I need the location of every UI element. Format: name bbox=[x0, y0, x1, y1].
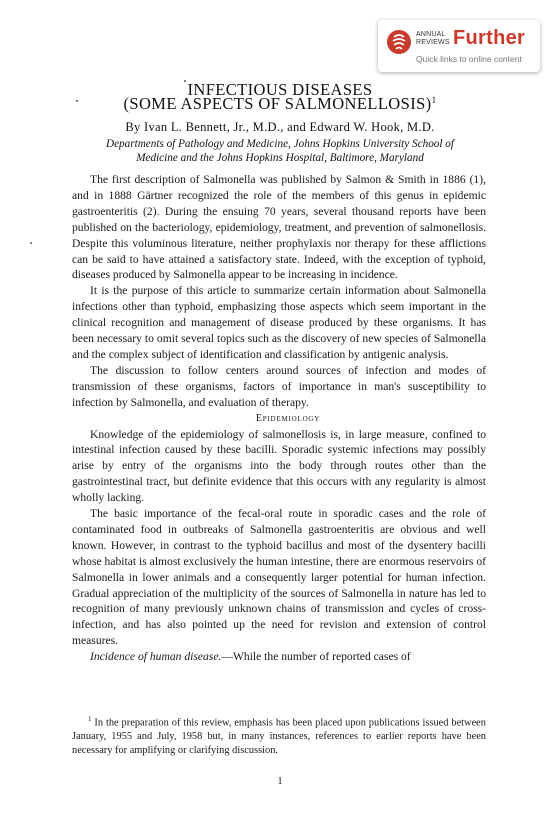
brand-line-1: ANNUAL bbox=[416, 31, 446, 38]
intro-paragraph-2: It is the purpose of this article to summarize certain information about Salmonella infections other than typhoid, emphasizing those aspects which seem important in the clinical recognition and management of disease produced by these organisms. It has been necessary to omit several topics such as the discovery of new species of Salmonella and the complex subject of identification and classification by antigenic analysis. bbox=[72, 284, 486, 361]
quick-links-label: Quick links to online content bbox=[416, 54, 522, 64]
page-number: 1 bbox=[277, 776, 283, 787]
scan-speck bbox=[30, 242, 32, 244]
article-title-line-1: INFECTIOUS DISEASES bbox=[187, 80, 373, 99]
incidence-paragraph bbox=[72, 649, 486, 665]
article-authors: By Ivan L. Bennett, Jr., M.D., and Edward W. Hook, M.D. bbox=[125, 120, 435, 134]
annual-reviews-logo-icon bbox=[387, 30, 411, 54]
section-heading-epidemiology: Epidemiology bbox=[255, 412, 321, 424]
epidemiology-paragraph-2: The basic importance of the fecal-oral route in sporadic cases and the role of contaminated food in outbreaks of Salmonella gastroenteritis are obvious and well known. However, in contrast to the typhoid bacillus and most of the dysentery bacilli whose habitat is almost exclusively the human intestine, there are enormous reservoirs of Salmonella in lower animals and a consequently larger potential for human infection. Gradual appreciation of the multiplicity of the sources of Salmonella in nature has led to recognition of many previously unknown chains of transmission and cycles of cross-infection, and has also pointed up the need for revision and extension of control measures. bbox=[72, 507, 486, 648]
footnote-text: In the preparation of this review, emphasis has been placed upon publications issued between January, 1955 and July, 1958 but, in many instances, references to earlier reports have been necessary for amplifying or clarifying discussion. bbox=[72, 717, 486, 757]
article-title-line-2 bbox=[0, 94, 560, 114]
affiliation-line-1: Departments of Pathology and Medicine, Johns Hopkins University School of bbox=[106, 138, 454, 150]
brand-line-2: REVIEWS bbox=[416, 39, 450, 46]
subsection-label: Incidence of human disease. bbox=[90, 650, 222, 664]
footnote-marker: 1 bbox=[88, 715, 92, 723]
article-title-line-2-text: (SOME ASPECTS OF SALMONELLOSIS) bbox=[123, 94, 432, 113]
annual-reviews-wordmark bbox=[416, 31, 450, 47]
intro-paragraph-1: The first description of Salmonella was published by Salmon & Smith in 1886 (1), and in 1888 Gärtner recognized the role of the members of this genus in epidemic gastroenteritis (2). During the ensuing 70 years, several thousand reports have been published on the bacteriology, epidemiology, treatment, and prevention of salmonellosis. Despite this voluminous literature, neither prophylaxis nor therapy for these afflictions can be said to have attained a satisfactory state. Indeed, with the exception of typhoid, diseases produced by Salmonella appear to be increasing in incidence. bbox=[72, 173, 486, 282]
title-footnote-marker: 1 bbox=[431, 95, 437, 105]
annual-reviews-further-banner[interactable] bbox=[378, 20, 540, 72]
affiliation-line-2: Medicine and the Johns Hopkins Hospital, Baltimore, Maryland bbox=[136, 152, 424, 164]
subsection-text: —While the number of reported cases of bbox=[221, 650, 411, 664]
intro-paragraph-3: The discussion to follow centers around sources of infection and modes of transmission of these organisms, factors of importance in man's susceptibility to infection by Salmonella, and evaluation of therapy. bbox=[72, 363, 486, 409]
article-body bbox=[72, 172, 486, 665]
footnote-paragraph bbox=[72, 712, 486, 758]
footnote bbox=[72, 712, 486, 758]
epidemiology-paragraph-1: Knowledge of the epidemiology of salmonellosis is, in large measure, confined to intestinal infection caused by these bacilli. Sporadic systemic infections may possibly arise by entry of the organisms into the body through routes other than the gastrointestinal tract, but definite evidence that this occurs with any regularity is almost wholly lacking. bbox=[72, 427, 486, 505]
further-label: Further bbox=[453, 27, 526, 49]
